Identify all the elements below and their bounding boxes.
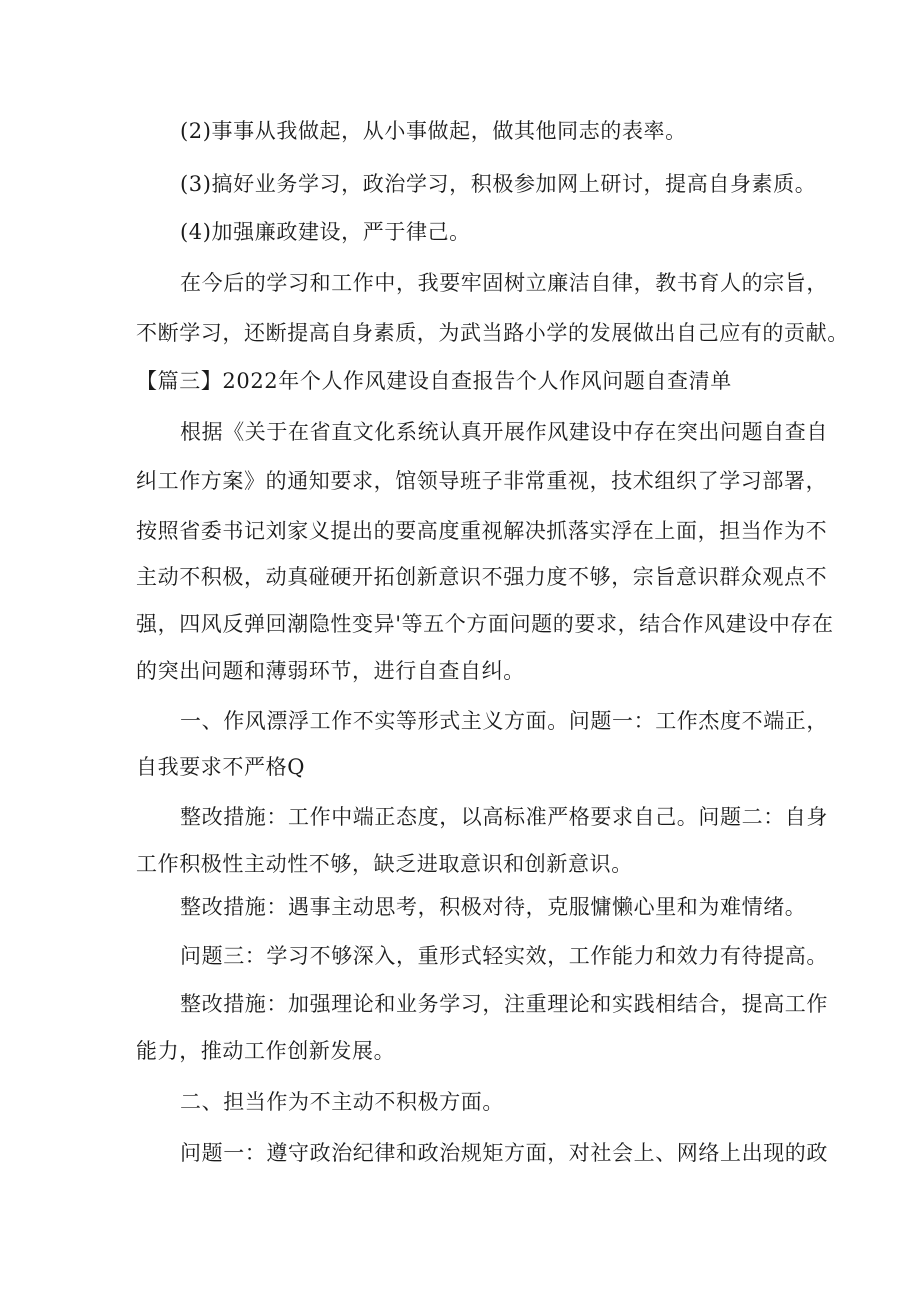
paragraph-line: 在今后的学习和工作中，我要牢固树立廉洁自律，教书育人的宗旨，: [180, 271, 828, 295]
paragraph-line: 整改措施：工作中端正态度，以高标准严格要求自己。问题二：自身: [180, 805, 828, 829]
paragraph-line: 自我要求不严格Q: [136, 755, 306, 779]
paragraph-line: 的突出问题和薄弱环节，进行自查自纠。: [136, 659, 525, 683]
list-item: (3)搞好业务学习，政治学习，积极参加网上研讨，提高自身素质。: [180, 172, 817, 196]
paragraph-line: 主动不积极，动真碰硬开拓创新意识不强力度不够，宗旨意识群众观点不: [136, 565, 828, 589]
paragraph-line: 整改措施：加强理论和业务学习，注重理论和实践相结合，提高工作: [180, 992, 828, 1016]
paragraph-line: 按照省委书记刘家义提出的要高度重视解决抓落实浮在上面，担当作为不: [136, 519, 828, 543]
paragraph-line: 问题一：遵守政治纪律和政治规矩方面，对社会上、网络上出现的政: [180, 1141, 828, 1165]
paragraph-line: 整改措施：遇事主动思考，积极对待，克服慵懒心里和为难情绪。: [180, 895, 807, 919]
paragraph-line: 问题三：学习不够深入，重形式轻实效，工作能力和效力有待提高。: [180, 944, 828, 968]
paragraph-line: 二、担当作为不主动不积极方面。: [180, 1090, 504, 1114]
list-item: (4)加强廉政建设，严于律己。: [180, 220, 471, 244]
paragraph-line: 能力，推动工作创新发展。: [136, 1039, 396, 1063]
paragraph-line: 一、作风漂浮工作不实等形式主义方面。问题一：工作杰度不端正，: [180, 709, 828, 733]
section-heading: 【篇三】2022年个人作风建设自查报告个人作风问题自查清单: [136, 369, 732, 393]
paragraph-line: 根据《关于在省直文化系统认真开展作风建设中存在突出问题自查自: [180, 420, 828, 444]
paragraph-line: 强，四风反弹回潮隐性变异'等五个方面问题的要求，结合作风建设中存在: [136, 612, 834, 636]
paragraph-line: 纠工作方案》的通知要求，馆领导班子非常重视，技术组织了学习部署，: [136, 469, 828, 493]
paragraph-line: 不断学习，还断提高自身素质，为武当路小学的发展做出自己应有的贡献。: [136, 321, 849, 345]
paragraph-line: 工作积极性主动性不够，缺乏进取意识和创新意识。: [136, 852, 633, 876]
list-item: (2)事事从我做起，从小事做起，做其他同志的表率。: [180, 119, 687, 143]
